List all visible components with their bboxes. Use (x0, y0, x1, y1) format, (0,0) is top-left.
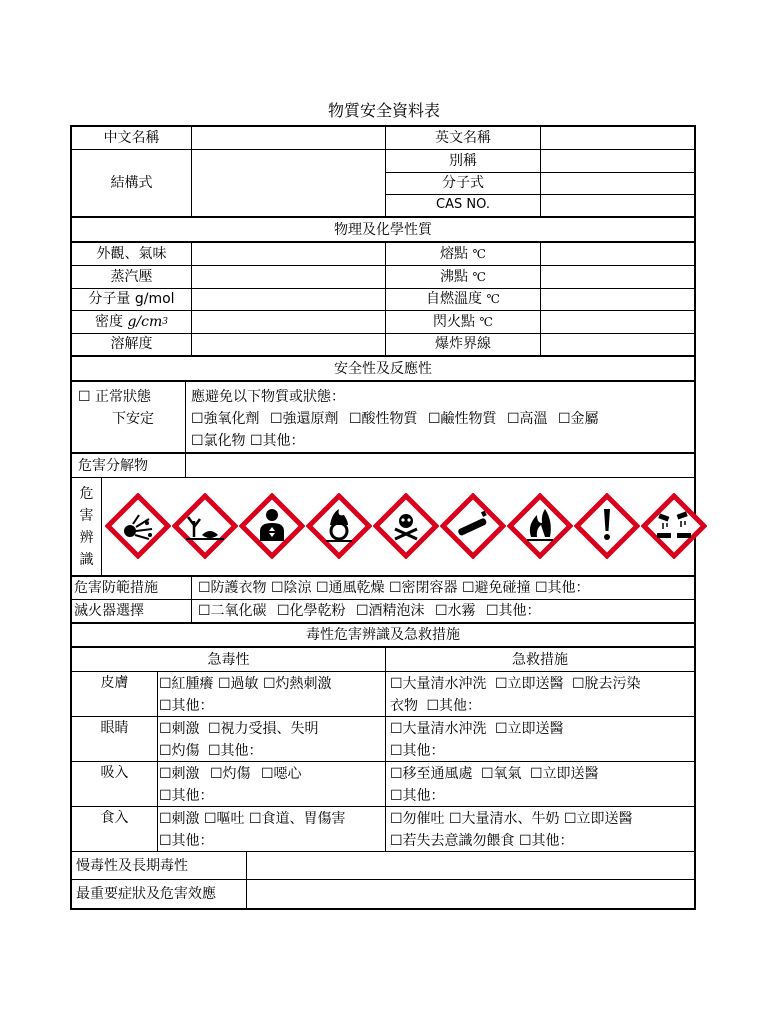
ingestion-label: 食入 (100, 810, 129, 826)
exclamation-icon[interactable] (574, 493, 640, 559)
environment-hazard-icon[interactable] (172, 493, 238, 559)
physchem-header: 物理及化學性質 (334, 221, 432, 238)
stability-cell[interactable]: ☐ 正常狀態 下安定 (78, 389, 154, 427)
gas-cylinder-icon[interactable] (440, 493, 506, 559)
toxicity-header: 毒性危害辨識及急救措施 (306, 627, 460, 643)
inhalation-acute[interactable]: ☐刺激 ☐灼傷 ☐噁心 ☐其他： (159, 766, 302, 804)
structure-field[interactable] (192, 150, 385, 216)
oxidizer-icon[interactable] (306, 493, 372, 559)
prevention-label: 危害防範措施 (74, 580, 158, 596)
density-field[interactable] (192, 311, 385, 333)
document-title: 物質安全資料表 (327, 101, 440, 120)
first-aid-header: 急救措施 (512, 651, 568, 668)
extinguisher-options[interactable]: ☐二氧化碳 ☐化學乾粉 ☐酒精泡沫 ☐水霧 ☐其他： (198, 603, 541, 619)
flammable-icon[interactable] (507, 493, 573, 559)
structure-label: 結構式 (110, 175, 153, 191)
melting-point-label: 熔點 ℃ (440, 246, 486, 262)
density-label: 密度 g/cm 3 (95, 314, 168, 330)
autoignition-label: 自燃溫度 ℃ (426, 291, 500, 307)
msds-table (70, 125, 696, 910)
prevention-options[interactable]: ☐防護衣物 ☐陰涼 ☐通風乾燥 ☐密閉容器 ☐避免碰撞 ☐其他： (198, 580, 590, 596)
cas-field[interactable] (541, 194, 694, 216)
melting-point-field[interactable] (541, 243, 694, 265)
health-hazard-icon[interactable] (239, 493, 305, 559)
eyes-label: 眼睛 (100, 720, 129, 736)
chinese-name-field[interactable] (192, 127, 385, 149)
skin-acute[interactable]: ☐紅腫癢 ☐過敏 ☐灼熱刺激 ☐其他： (159, 676, 332, 714)
alias-field[interactable] (541, 150, 694, 172)
vapor-pressure-label: 蒸汽壓 (110, 269, 153, 285)
explosive-icon[interactable] (105, 493, 171, 559)
skin-first-aid[interactable]: ☐大量清水沖洗 ☐立即送醫 ☐脫去污染 衣物 ☐其他： (390, 676, 641, 714)
flash-point-label: 閃火點 ℃ (433, 314, 493, 330)
inhalation-label: 吸入 (100, 765, 129, 781)
ingestion-first-aid[interactable]: ☐勿催吐 ☐大量清水、牛奶 ☐立即送醫 ☐若失去意識勿餵食 ☐其他： (390, 811, 633, 849)
formula-label: 分子式 (442, 175, 484, 191)
appearance-label: 外觀、氣味 (96, 246, 167, 262)
autoignition-field[interactable] (541, 288, 694, 310)
avoid-conditions[interactable]: 應避免以下物質或狀態： ☐強氧化劑 ☐強還原劑 ☐酸性物質 ☐鹼性物質 ☐高溫 ☐金屬 ☐氯化物 ☐其他： (191, 389, 599, 449)
chronic-toxicity-field[interactable] (247, 852, 694, 879)
molecular-weight-label: 分子量 g/mol (88, 291, 175, 307)
molecular-weight-field[interactable] (192, 288, 385, 310)
skin-label: 皮膚 (100, 675, 129, 691)
appearance-field[interactable] (192, 243, 385, 265)
chronic-toxicity-label: 慢毒性及長期毒性 (76, 857, 188, 874)
explosive-limit-label: 爆炸界線 (435, 336, 491, 352)
chinese-name-label: 中文名稱 (103, 130, 160, 146)
eyes-acute[interactable]: ☐刺激 ☐視力受損、失明 ☐灼傷 ☐其他： (159, 721, 319, 759)
alias-label: 別稱 (449, 153, 477, 169)
symptoms-label: 最重要症狀及危害效應 (76, 886, 216, 902)
explosive-limit-field[interactable] (541, 333, 694, 355)
corrosive-icon[interactable] (641, 493, 707, 559)
eyes-first-aid[interactable]: ☐大量清水沖洗 ☐立即送醫 ☐其他： (390, 721, 564, 759)
cas-label: CAS NO. (436, 197, 490, 212)
vapor-pressure-field[interactable] (192, 266, 385, 288)
boiling-point-field[interactable] (541, 266, 694, 288)
flash-point-field[interactable] (541, 311, 694, 333)
english-name-field[interactable] (541, 127, 694, 149)
solubility-label: 溶解度 (110, 336, 153, 352)
safety-header: 安全性及反應性 (334, 360, 432, 377)
formula-field[interactable] (541, 172, 694, 194)
inhalation-first-aid[interactable]: ☐移至通風處 ☐氧氣 ☐立即送醫 ☐其他： (390, 766, 599, 804)
decomposition-field[interactable] (186, 454, 694, 477)
acute-toxicity-header: 急毒性 (207, 651, 250, 668)
decomposition-label: 危害分解物 (78, 457, 148, 474)
hazard-id-label: 危 害 辨 識 (79, 485, 94, 568)
ingestion-acute[interactable]: ☐刺激 ☐嘔吐 ☐食道、胃傷害 ☐其他： (159, 811, 346, 849)
solubility-field[interactable] (192, 333, 385, 355)
extinguisher-label: 滅火器選擇 (74, 603, 144, 619)
boiling-point-label: 沸點 ℃ (440, 269, 486, 285)
english-name-label: 英文名稱 (435, 130, 491, 146)
toxic-icon[interactable] (373, 493, 439, 559)
symptoms-field[interactable] (247, 880, 694, 908)
